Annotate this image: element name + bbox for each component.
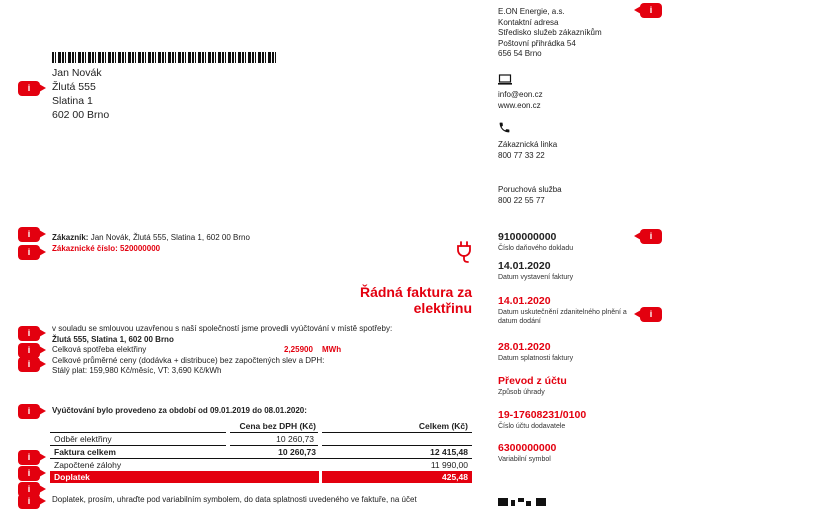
row-total: 12 415,48 xyxy=(430,447,468,457)
recipient-street: Žlutá 555 xyxy=(52,81,96,93)
customer-number-value: 520000000 xyxy=(120,243,161,253)
fault-number: 800 22 55 77 xyxy=(498,195,545,205)
info-marker[interactable]: i xyxy=(18,245,40,260)
detail-label: Variabilní symbol xyxy=(498,456,551,463)
row-total: 11 990,00 xyxy=(430,460,468,470)
invoice-title: Řádná faktura za elektřinu xyxy=(359,284,472,316)
info-marker[interactable]: i xyxy=(18,326,40,341)
billing-table xyxy=(50,420,472,483)
detail-label: Datum splatnosti faktury xyxy=(498,355,574,362)
info-marker[interactable]: i xyxy=(18,343,40,358)
row-net: 10 260,73 xyxy=(228,433,320,446)
info-marker[interactable]: i xyxy=(640,229,662,244)
row-label: Započtené zálohy xyxy=(54,460,122,470)
col-total-header: Celkem (Kč) xyxy=(418,421,468,431)
detail-value: 14.01.2020 xyxy=(498,295,551,307)
fixed-price-text: Stálý plat: 159,980 Kč/měsíc, VT: 3,690 Kč/kWh xyxy=(52,366,222,375)
fault-service xyxy=(498,185,562,206)
sender-address xyxy=(498,7,602,60)
recipient-address xyxy=(52,66,109,122)
laptop-icon xyxy=(498,74,512,86)
detail-item xyxy=(498,442,638,464)
detail-label: Způsob úhrady xyxy=(498,389,545,396)
web-link[interactable]: www.eon.cz xyxy=(498,100,541,110)
detail-value: Převod z účtu xyxy=(498,375,567,387)
info-marker[interactable]: i xyxy=(640,3,662,18)
consumption-label: Celková spotřeba elektřiny xyxy=(52,345,147,354)
detail-value: 14.01.2020 xyxy=(498,260,551,272)
info-marker[interactable]: i xyxy=(18,466,40,481)
postal-barcode xyxy=(52,52,276,63)
detail-item xyxy=(498,295,638,341)
info-marker[interactable]: i xyxy=(640,307,662,322)
row-label: Doplatek xyxy=(50,471,228,483)
info-marker[interactable]: i xyxy=(18,227,40,242)
row-total: 425,48 xyxy=(320,471,472,483)
detail-value: 6300000000 xyxy=(498,442,557,454)
customer-label: Zákazník: xyxy=(52,233,89,242)
detail-value: 9100000000 xyxy=(498,231,557,243)
detail-label: Datum vystavení faktury xyxy=(498,274,574,281)
sender-company: E.ON Energie, a.s. xyxy=(498,7,565,16)
hotline-label: Zákaznická linka xyxy=(498,140,558,149)
intro-block xyxy=(52,324,452,377)
billing-period: Vyúčtování bylo provedeno za období od 09.01.2019 do 08.01.2020: xyxy=(52,406,307,415)
hotline-number: 800 77 33 22 xyxy=(498,150,545,160)
table-row xyxy=(50,459,472,472)
sender-line1: Kontaktní adresa xyxy=(498,17,559,27)
detail-item xyxy=(498,231,638,260)
info-marker[interactable]: i xyxy=(18,450,40,465)
row-net xyxy=(228,471,320,483)
customer-number-label: Zákaznické číslo: xyxy=(52,243,118,253)
fault-label: Poruchová služba xyxy=(498,185,562,194)
payment-note: Doplatek, prosím, uhraďte pod variabilním symbolem, do data splatnosti uvedeného ve faktuře, na účet xyxy=(52,495,417,504)
detail-label: Datum uskutečnění zdanitelného plnění a datum dodání xyxy=(498,309,627,325)
intro-text: v souladu se smlouvou uzavřenou s naší společností jsme provedli vyúčtování v místě spotřeby: xyxy=(52,324,393,333)
hotline xyxy=(498,140,557,161)
invoice-details xyxy=(498,231,638,464)
sender-line2: Středisko služeb zákazníkům xyxy=(498,28,602,37)
sender-line4: 656 54 Brno xyxy=(498,49,542,58)
detail-item xyxy=(498,375,638,409)
row-net: 10 260,73 xyxy=(278,447,316,457)
info-marker[interactable]: i xyxy=(18,81,40,96)
col-net-header: Cena bez DPH (Kč) xyxy=(239,421,316,431)
consumption-place: Žlutá 555, Slatina 1, 602 00 Brno xyxy=(52,334,174,344)
avg-price-text: Celkové průměrné ceny (dodávka + distribuce) bez započtených slev a DPH: xyxy=(52,355,325,365)
info-marker[interactable]: i xyxy=(18,482,40,497)
qr-code xyxy=(498,498,548,506)
customer-info xyxy=(52,233,250,254)
detail-label: Číslo daňového dokladu xyxy=(498,245,574,252)
recipient-postal: 602 00 Brno xyxy=(52,109,110,121)
consumption-unit: MWh xyxy=(322,345,342,354)
detail-item xyxy=(498,260,638,295)
recipient-name: Jan Novák xyxy=(52,67,102,79)
recipient-city-part: Slatina 1 xyxy=(52,95,93,107)
detail-value: 28.01.2020 xyxy=(498,341,551,353)
table-header xyxy=(50,420,472,433)
detail-label: Číslo účtu dodavatele xyxy=(498,423,566,430)
consumption-value: 2,25900 xyxy=(284,345,313,354)
detail-item xyxy=(498,409,638,442)
table-row-highlight xyxy=(50,471,472,483)
table-row xyxy=(50,433,472,446)
web-contacts xyxy=(498,90,543,111)
detail-item xyxy=(498,341,638,375)
row-net xyxy=(228,459,320,472)
detail-value: 19-17608231/0100 xyxy=(498,409,587,421)
info-marker[interactable]: i xyxy=(18,494,40,509)
info-marker[interactable]: i xyxy=(18,357,40,372)
phone-icon xyxy=(498,121,511,134)
customer-value: Jan Novák, Žlutá 555, Slatina 1, 602 00 Brno xyxy=(90,233,250,242)
sender-line3: Poštovní přihrádka 54 xyxy=(498,38,576,48)
row-label: Odběr elektřiny xyxy=(50,433,228,446)
info-marker[interactable]: i xyxy=(18,404,40,419)
email-link[interactable]: info@eon.cz xyxy=(498,90,543,99)
row-total xyxy=(320,433,472,446)
plug-icon xyxy=(456,241,472,263)
row-label: Faktura celkem xyxy=(54,447,116,457)
table-row xyxy=(50,446,472,459)
